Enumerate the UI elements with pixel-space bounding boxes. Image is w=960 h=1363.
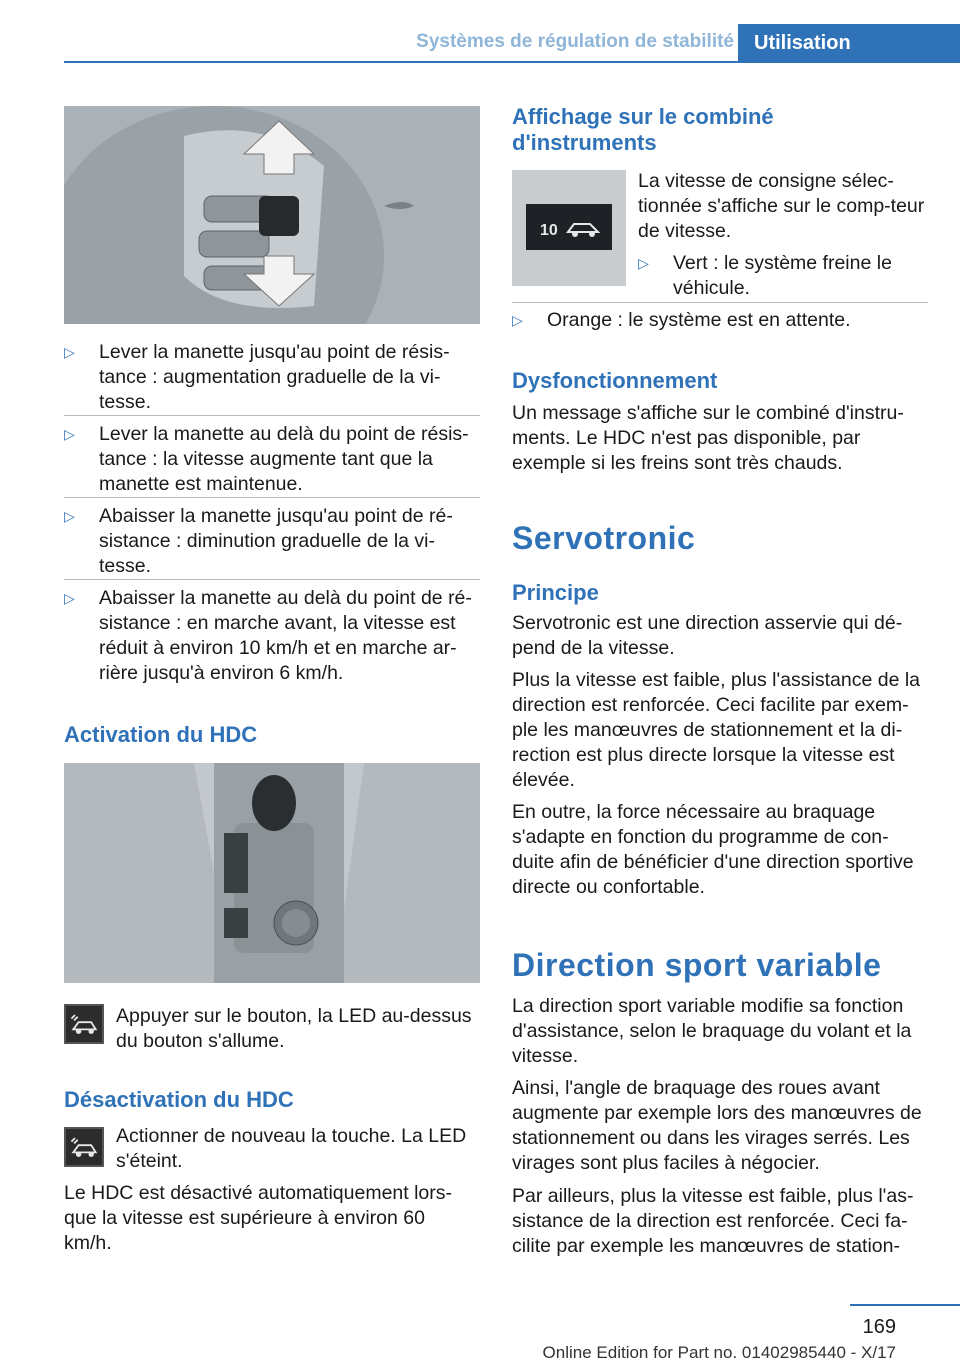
principle-paragraph-2: Plus la vitesse est faible, plus l'assistance de la direction est renforcée. Ceci facilite par exem-ple les manœuvres de stationnement et la di-rection est plus directe lorsque la vitesse est élevée.: [512, 669, 921, 791]
activation-text: Appuyer sur le bouton, la LED au-dessus du bouton s'allume.: [116, 1005, 472, 1052]
heading-malfunction: Dysfonctionnement: [512, 368, 718, 393]
triangle-bullet-icon: ▷: [64, 508, 75, 524]
list-item: ▷ Abaisser la manette au delà du point de ré-sistance : en marche avant, la vitesse est réduit à environ 10 km/h et en marche ar-rière jusqu'à environ 6 km/h.: [64, 587, 472, 684]
triangle-bullet-icon: ▷: [64, 590, 75, 606]
divider: [64, 415, 480, 416]
heading-instrument-display: Affichage sur le combiné d'instruments: [512, 104, 774, 155]
divider: [512, 302, 928, 303]
triangle-bullet-icon: ▷: [512, 312, 523, 328]
footer-rule: [850, 1304, 960, 1306]
heading-principle: Principe: [512, 580, 599, 605]
malfunction-text: Un message s'affiche sur le combiné d'instru-ments. Le HDC n'est pas disponible, par exemple si les freins sont très chauds.: [512, 402, 904, 474]
hdc-button-symbol-icon: [64, 1004, 104, 1044]
triangle-bullet-icon: ▷: [64, 426, 75, 442]
instrument-cluster-hdc-image: [512, 170, 626, 286]
variable-paragraph-2: Ainsi, l'angle de braquage des roues avant augmente par exemple lors des manœuvres de stationnement ou dans les virages serrés. Les virages sont plus faciles à négocier.: [512, 1077, 922, 1174]
center-console-photo: [64, 763, 480, 983]
triangle-bullet-icon: ▷: [638, 255, 649, 271]
steering-wheel-lever-photo: [64, 106, 480, 324]
running-section-title: Systèmes de régulation de stabilité: [416, 31, 734, 52]
triangle-bullet-icon: ▷: [64, 344, 75, 360]
heading-variable-sport-steering: Direction sport variable: [512, 947, 882, 983]
divider: [64, 579, 480, 580]
principle-paragraph-1: Servotronic est une direction asservie qui dé-pend de la vitesse.: [512, 612, 903, 659]
variable-paragraph-3: Par ailleurs, plus la vitesse est faible, plus l'as-sistance de la direction est renforcée. Ceci fa-cilite par exemple les manœuvres de station-: [512, 1185, 914, 1257]
chapter-tab[interactable]: Utilisation: [738, 24, 960, 62]
variable-paragraph-1: La direction sport variable modifie sa fonction d'assistance, selon le braquage du volant et la vitesse.: [512, 995, 912, 1067]
list-item: ▷ Abaisser la manette jusqu'au point de ré-sistance : diminution graduelle de la vi-tesse.: [64, 505, 453, 577]
cluster-speed-value: 10: [540, 222, 558, 239]
list-item: ▷ Lever la manette jusqu'au point de résis-tance : augmentation graduelle de la vi-tesse.: [64, 341, 450, 413]
edition-footer: Online Edition for Part no. 01402985440 - X/17: [542, 1343, 896, 1362]
list-item: ▷ Vert : le système freine le véhicule.: [638, 252, 892, 299]
heading-hdc-deactivation: Désactivation du HDC: [64, 1087, 294, 1112]
divider: [64, 497, 480, 498]
deactivation-text: Actionner de nouveau la touche. La LED s'éteint.: [116, 1125, 467, 1172]
hdc-button-symbol-icon: [64, 1127, 104, 1167]
deactivation-auto-text: Le HDC est désactivé automatiquement lors-que la vitesse est supérieure à environ 60 km/h.: [64, 1182, 453, 1254]
display-text: La vitesse de consigne sélec-tionnée s'affiche sur le comp-teur de vitesse.: [638, 170, 925, 242]
header-rule: [64, 61, 960, 63]
heading-hdc-activation: Activation du HDC: [64, 722, 258, 747]
list-item: ▷ Lever la manette au delà du point de résis-tance : la vitesse augmente tant que la manette est maintenue.: [64, 423, 469, 495]
list-item: ▷ Orange : le système est en attente.: [512, 309, 851, 331]
principle-paragraph-3: En outre, la force nécessaire au braquage s'adapte en fonction du programme de con-duite afin de bénéficier d'une direction sportive directe ou confortable.: [512, 801, 914, 898]
heading-servotronic: Servotronic: [512, 520, 696, 556]
page-number: 169: [862, 1316, 896, 1338]
